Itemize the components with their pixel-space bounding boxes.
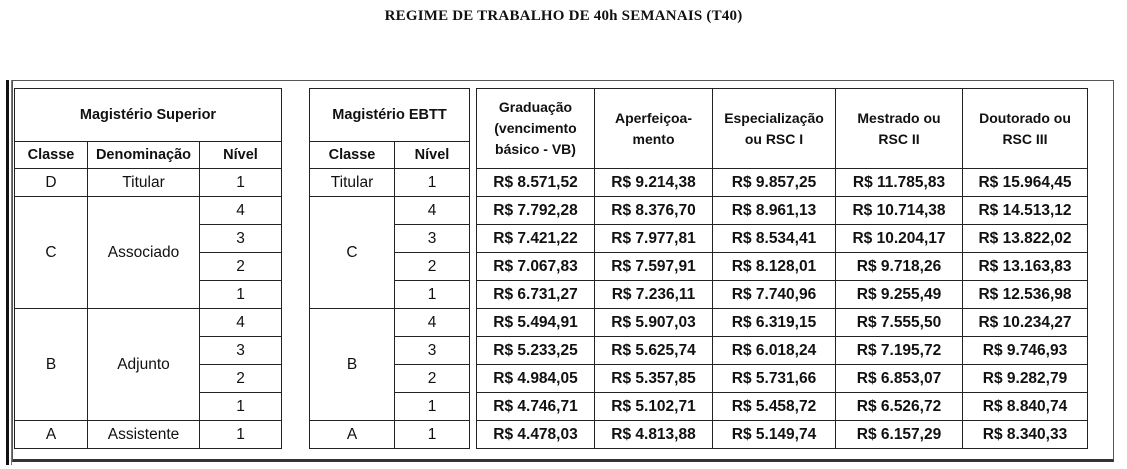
classe-ebtt-cell: Titular <box>310 169 395 197</box>
nivel-cell: 3 <box>200 225 282 253</box>
table-row <box>15 421 1088 449</box>
especializacao-cell: R$ 5.149,74 <box>713 421 836 449</box>
column-gap <box>470 89 477 449</box>
salary-table <box>14 88 1088 449</box>
classe-cell: A <box>15 421 88 449</box>
especializacao-cell: R$ 6.319,15 <box>713 309 836 337</box>
aperfeicoamento-cell: R$ 8.376,70 <box>595 197 713 225</box>
denominacao-cell: Adjunto <box>88 309 200 421</box>
graduacao-cell: R$ 5.233,25 <box>477 337 595 365</box>
doutorado-cell: R$ 13.822,02 <box>963 225 1088 253</box>
mestrado-cell: R$ 7.555,50 <box>836 309 963 337</box>
graduacao-cell: R$ 4.478,03 <box>477 421 595 449</box>
doutorado-cell: R$ 15.964,45 <box>963 169 1088 197</box>
classe-cell: D <box>15 169 88 197</box>
table-row <box>15 169 1088 197</box>
doutorado-cell: R$ 9.746,93 <box>963 337 1088 365</box>
especializacao-cell: R$ 5.731,66 <box>713 365 836 393</box>
header-mestrado <box>836 89 963 169</box>
especializacao-cell: R$ 8.961,13 <box>713 197 836 225</box>
classe-ebtt-cell: B <box>310 309 395 421</box>
especializacao-cell: R$ 6.018,24 <box>713 337 836 365</box>
nivel-ebtt-cell: 1 <box>395 421 470 449</box>
especializacao-cell: R$ 9.857,25 <box>713 169 836 197</box>
doutorado-cell: R$ 13.163,83 <box>963 253 1088 281</box>
nivel-ebtt-cell: 3 <box>395 337 470 365</box>
aperfeicoamento-cell: R$ 7.597,91 <box>595 253 713 281</box>
header-especializacao <box>713 89 836 169</box>
mestrado-cell: R$ 10.714,38 <box>836 197 963 225</box>
mestrado-cell: R$ 10.204,17 <box>836 225 963 253</box>
doutorado-cell: R$ 9.282,79 <box>963 365 1088 393</box>
header-magisterio-superior: Magistério Superior <box>15 89 282 142</box>
classe-ebtt-cell: C <box>310 197 395 309</box>
graduacao-cell: R$ 7.792,28 <box>477 197 595 225</box>
nivel-cell: 3 <box>200 337 282 365</box>
graduacao-cell: R$ 7.421,22 <box>477 225 595 253</box>
header-nivel: Nível <box>200 142 282 169</box>
nivel-cell: 2 <box>200 365 282 393</box>
nivel-cell: 1 <box>200 169 282 197</box>
classe-cell: B <box>15 309 88 421</box>
nivel-cell: 1 <box>200 421 282 449</box>
aperfeicoamento-cell: R$ 5.625,74 <box>595 337 713 365</box>
doutorado-cell: R$ 14.513,12 <box>963 197 1088 225</box>
header-denominacao: Denominação <box>88 142 200 169</box>
nivel-ebtt-cell: 1 <box>395 169 470 197</box>
especializacao-cell: R$ 8.534,41 <box>713 225 836 253</box>
mestrado-cell: R$ 9.718,26 <box>836 253 963 281</box>
aperfeicoamento-cell: R$ 7.236,11 <box>595 281 713 309</box>
header-mestrado-line: RSC II <box>878 130 920 147</box>
doutorado-cell: R$ 8.840,74 <box>963 393 1088 421</box>
denominacao-cell: Associado <box>88 197 200 309</box>
aperfeicoamento-cell: R$ 5.907,03 <box>595 309 713 337</box>
header-especializacao-line: Especialização <box>724 109 824 126</box>
mestrado-cell: R$ 6.853,07 <box>836 365 963 393</box>
denominacao-cell: Assistente <box>88 421 200 449</box>
nivel-ebtt-cell: 3 <box>395 225 470 253</box>
mestrado-cell: R$ 9.255,49 <box>836 281 963 309</box>
aperfeicoamento-cell: R$ 7.977,81 <box>595 225 713 253</box>
graduacao-cell: R$ 4.746,71 <box>477 393 595 421</box>
especializacao-cell: R$ 8.128,01 <box>713 253 836 281</box>
denominacao-cell: Titular <box>88 169 200 197</box>
aperfeicoamento-cell: R$ 4.813,88 <box>595 421 713 449</box>
mestrado-cell: R$ 7.195,72 <box>836 337 963 365</box>
nivel-cell: 4 <box>200 309 282 337</box>
nivel-ebtt-cell: 1 <box>395 281 470 309</box>
header-doutorado-line: RSC III <box>1002 130 1048 147</box>
header-doutorado <box>963 89 1088 169</box>
doutorado-cell: R$ 10.234,27 <box>963 309 1088 337</box>
header-row-top <box>15 89 1088 142</box>
header-graduacao-line: Graduação <box>498 99 573 115</box>
table-row <box>15 197 1088 225</box>
graduacao-cell: R$ 4.984,05 <box>477 365 595 393</box>
nivel-cell: 1 <box>200 393 282 421</box>
doutorado-cell: R$ 12.536,98 <box>963 281 1088 309</box>
nivel-cell: 1 <box>200 281 282 309</box>
header-magisterio-ebtt: Magistério EBTT <box>310 89 470 142</box>
column-gap <box>282 89 310 449</box>
left-border-bar <box>6 80 9 465</box>
graduacao-cell: R$ 6.731,27 <box>477 281 595 309</box>
doutorado-cell: R$ 8.340,33 <box>963 421 1088 449</box>
header-graduacao <box>477 89 595 169</box>
aperfeicoamento-cell: R$ 9.214,38 <box>595 169 713 197</box>
header-especializacao-line: ou RSC I <box>744 130 804 147</box>
header-classe: Classe <box>15 142 88 169</box>
nivel-ebtt-cell: 2 <box>395 253 470 281</box>
nivel-ebtt-cell: 4 <box>395 309 470 337</box>
especializacao-cell: R$ 5.458,72 <box>713 393 836 421</box>
header-aperfeicoamento-line: mento <box>632 130 675 147</box>
aperfeicoamento-cell: R$ 5.102,71 <box>595 393 713 421</box>
graduacao-cell: R$ 5.494,91 <box>477 309 595 337</box>
header-graduacao-line: básico - VB) <box>495 141 576 157</box>
nivel-ebtt-cell: 4 <box>395 197 470 225</box>
graduacao-cell: R$ 7.067,83 <box>477 253 595 281</box>
nivel-ebtt-cell: 2 <box>395 365 470 393</box>
table-row <box>15 309 1088 337</box>
header-doutorado-line: Doutorado ou <box>979 109 1071 126</box>
nivel-ebtt-cell: 1 <box>395 393 470 421</box>
nivel-cell: 4 <box>200 197 282 225</box>
header-aperfeicoamento <box>595 89 713 169</box>
especializacao-cell: R$ 7.740,96 <box>713 281 836 309</box>
graduacao-cell: R$ 8.571,52 <box>477 169 595 197</box>
aperfeicoamento-cell: R$ 5.357,85 <box>595 365 713 393</box>
header-mestrado-line: Mestrado ou <box>857 109 941 126</box>
header-graduacao-line: (vencimento <box>494 120 577 136</box>
mestrado-cell: R$ 11.785,83 <box>836 169 963 197</box>
classe-ebtt-cell: A <box>310 421 395 449</box>
header-aperfeicoamento-line: Aperfeiçoa- <box>614 109 693 126</box>
header-nivel-ebtt: Nível <box>395 142 470 169</box>
mestrado-cell: R$ 6.157,29 <box>836 421 963 449</box>
classe-cell: C <box>15 197 88 309</box>
nivel-cell: 2 <box>200 253 282 281</box>
mestrado-cell: R$ 6.526,72 <box>836 393 963 421</box>
page-title: REGIME DE TRABALHO DE 40h SEMANAIS (T40) <box>384 8 743 24</box>
header-classe-ebtt: Classe <box>310 142 395 169</box>
